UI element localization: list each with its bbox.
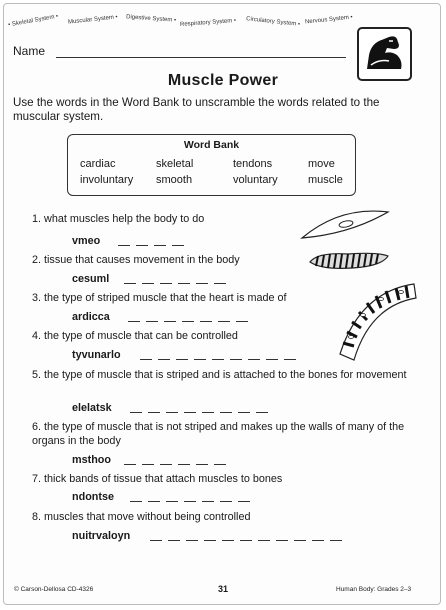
answer-blank[interactable]	[284, 359, 296, 360]
banner-topic: Nervous System •	[304, 14, 353, 26]
scrambled-word: vmeo	[72, 235, 101, 247]
answer-blank[interactable]	[220, 412, 232, 413]
scrambled-word: msthoo	[72, 454, 111, 466]
answer-blank[interactable]	[258, 540, 270, 541]
answer-blank[interactable]	[238, 412, 250, 413]
question	[32, 472, 372, 486]
answer-blank[interactable]	[158, 359, 170, 360]
banner-topic: Digestive System •	[125, 14, 177, 24]
answer-blank[interactable]	[184, 501, 196, 502]
answer-blank[interactable]	[218, 321, 230, 322]
question-number: 2.	[32, 254, 42, 266]
answer-blank[interactable]	[148, 412, 160, 413]
question-number: 5.	[32, 369, 42, 381]
banner-topic: Muscular System •	[67, 14, 118, 26]
question	[32, 291, 372, 305]
question-number: 6.	[32, 421, 42, 433]
answer-blank[interactable]	[230, 359, 242, 360]
answer-blank[interactable]	[124, 283, 136, 284]
scrambled-word: tyvunarlo	[72, 349, 121, 361]
cardiac-muscle-icon	[330, 282, 416, 362]
answer-blank[interactable]	[164, 321, 176, 322]
banner-topic: Circulatory System •	[245, 16, 301, 28]
scrambled-word: elelatsk	[72, 402, 112, 414]
answer-blank[interactable]	[222, 540, 234, 541]
answer-blank[interactable]	[200, 321, 212, 322]
answer-blanks[interactable]	[140, 359, 296, 360]
answer-blank[interactable]	[150, 540, 162, 541]
answer-blank[interactable]	[146, 321, 158, 322]
answer-blank[interactable]	[330, 540, 342, 541]
question	[32, 510, 372, 524]
banner-topic: Respiratory System •	[179, 18, 237, 28]
answer-blank[interactable]	[166, 501, 178, 502]
scrambled-word: cesuml	[72, 273, 110, 285]
answer-blank[interactable]	[154, 245, 166, 246]
question	[32, 329, 372, 343]
word-bank-word: cardiac	[80, 158, 116, 170]
answer-blank[interactable]	[202, 412, 214, 413]
answer-blank[interactable]	[212, 359, 224, 360]
answer-blanks[interactable]	[124, 464, 226, 465]
answer-blank[interactable]	[130, 501, 142, 502]
word-bank-word: voluntary	[233, 174, 278, 186]
answer-blank[interactable]	[202, 501, 214, 502]
answer-blank[interactable]	[214, 283, 226, 284]
question-number: 1.	[32, 213, 42, 225]
answer-blanks[interactable]	[128, 321, 248, 322]
word-bank	[67, 134, 356, 196]
page-number: 31	[217, 584, 228, 594]
answer-blank[interactable]	[312, 540, 324, 541]
word-bank-word: muscle	[308, 174, 343, 186]
answer-blank[interactable]	[182, 321, 194, 322]
answer-blank[interactable]	[184, 412, 196, 413]
page-title: Muscle Power	[167, 72, 279, 89]
answer-blank[interactable]	[178, 283, 190, 284]
name-label: Name	[13, 44, 46, 58]
answer-blank[interactable]	[248, 359, 260, 360]
answer-blank[interactable]	[148, 501, 160, 502]
scrambled-word: ardicca	[72, 311, 110, 323]
answer-blank[interactable]	[196, 464, 208, 465]
answer-blanks[interactable]	[118, 245, 184, 246]
instructions: Use the words in the Word Bank to unscramble the words related to the muscular system.	[13, 96, 380, 123]
scrambled-word: nuitrvaloyn	[72, 530, 131, 542]
skeletal-muscle-fiber-icon	[308, 250, 390, 272]
word-bank-word: move	[308, 158, 335, 170]
word-bank-word: tendons	[233, 158, 273, 170]
answer-blank[interactable]	[136, 245, 148, 246]
answer-blank[interactable]	[166, 412, 178, 413]
question-text: tissue that causes movement in the body	[44, 254, 240, 266]
answer-blanks[interactable]	[150, 540, 342, 541]
question-text: the type of muscle that is not striped and makes up the walls of many of the organs in the body	[32, 421, 405, 447]
banner-topic: • Skeletal System •	[7, 13, 59, 29]
answer-blank[interactable]	[124, 464, 136, 465]
question-text: thick bands of tissue that attach muscles to bones	[44, 473, 283, 485]
scrambled-word: ndontse	[72, 491, 114, 503]
answer-blank[interactable]	[238, 501, 250, 502]
answer-blank[interactable]	[220, 501, 232, 502]
answer-blank[interactable]	[172, 245, 184, 246]
answer-blank[interactable]	[130, 412, 142, 413]
answer-blank[interactable]	[118, 245, 130, 246]
answer-blank[interactable]	[176, 359, 188, 360]
answer-blank[interactable]	[266, 359, 278, 360]
answer-blank[interactable]	[240, 540, 252, 541]
question-text: the type of striped muscle that the heart is made of	[44, 292, 287, 304]
answer-blank[interactable]	[186, 540, 198, 541]
question-text: the type of muscle that is striped and is attached to the bones for movement	[44, 369, 407, 381]
word-bank-word: skeletal	[156, 158, 194, 170]
answer-blanks[interactable]	[124, 283, 226, 284]
word-bank-word: involuntary	[80, 174, 134, 186]
topic-banner	[8, 14, 358, 34]
answer-blank[interactable]	[140, 359, 152, 360]
question-text: muscles that move without being controlled	[44, 511, 251, 523]
question	[32, 368, 407, 382]
answer-blank[interactable]	[142, 283, 154, 284]
word-bank-title: Word Bank	[183, 139, 240, 151]
answer-blank[interactable]	[256, 412, 268, 413]
answer-blank[interactable]	[276, 540, 288, 541]
answer-blank[interactable]	[294, 540, 306, 541]
answer-blanks[interactable]	[130, 412, 268, 413]
answer-blank[interactable]	[168, 540, 180, 541]
copyright: © Carson-Dellosa CD-4326	[14, 586, 94, 593]
answer-blank[interactable]	[196, 283, 208, 284]
book-title: Human Body: Grades 2–3	[336, 586, 412, 593]
question	[32, 420, 407, 448]
answer-blank[interactable]	[128, 321, 140, 322]
answer-blank[interactable]	[160, 283, 172, 284]
answer-blank[interactable]	[214, 464, 226, 465]
answer-blank[interactable]	[204, 540, 216, 541]
question-text: what muscles help the body to do	[44, 213, 205, 225]
answer-blank[interactable]	[178, 464, 190, 465]
question-number: 4.	[32, 330, 42, 342]
word-bank-word: smooth	[156, 174, 193, 186]
question-number: 3.	[32, 292, 42, 304]
name-field[interactable]	[56, 57, 346, 58]
answer-blank[interactable]	[142, 464, 154, 465]
question-text: the type of muscle that can be controlled	[44, 330, 238, 342]
answer-blank[interactable]	[236, 321, 248, 322]
question-number: 8.	[32, 511, 42, 523]
answer-blanks[interactable]	[130, 501, 250, 502]
answer-blank[interactable]	[160, 464, 172, 465]
smooth-muscle-cell-icon	[300, 210, 390, 240]
answer-blank[interactable]	[194, 359, 206, 360]
question-number: 7.	[32, 473, 42, 485]
